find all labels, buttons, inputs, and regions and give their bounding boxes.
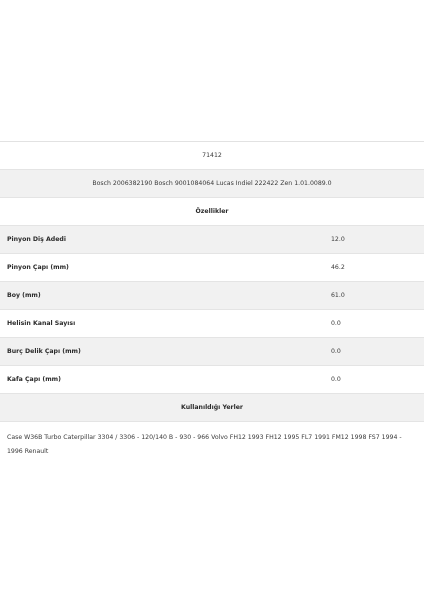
- specs-header-row: [0, 198, 424, 226]
- product-code-row: [0, 142, 424, 170]
- spec-value: 12.0: [331, 236, 345, 243]
- oem-references: Bosch 2006382190 Bosch 9001084064 Lucas Indiel 222422 Zen 1.01.0089.0: [92, 180, 332, 187]
- spec-row-length: [0, 282, 424, 310]
- spec-value: 61.0: [331, 292, 345, 299]
- spec-row-helix-channels: [0, 310, 424, 338]
- spec-value: 0.0: [331, 348, 341, 355]
- spec-label: Helisin Kanal Sayısı: [7, 320, 76, 327]
- spec-label: Burç Delik Çapı (mm): [7, 348, 81, 355]
- spec-label: Pinyon Çapı (mm): [7, 264, 69, 271]
- usage-title: Kullanıldığı Yerler: [181, 404, 243, 411]
- usage-row: [0, 422, 424, 478]
- spec-label: Kafa Çapı (mm): [7, 376, 61, 383]
- spec-value: 46.2: [331, 264, 345, 271]
- spec-value: 0.0: [331, 376, 341, 383]
- product-code: 71412: [202, 152, 222, 159]
- spec-value: 0.0: [331, 320, 341, 327]
- spec-label: Pinyon Diş Adedi: [7, 236, 66, 243]
- spec-row-pinion-diameter: [0, 254, 424, 282]
- specs-title: Özellikler: [195, 208, 229, 215]
- spec-row-head-diameter: [0, 366, 424, 394]
- spec-row-bushing-bore: [0, 338, 424, 366]
- usage-header-row: [0, 394, 424, 422]
- spec-label: Boy (mm): [7, 292, 41, 299]
- product-spec-sheet: [0, 141, 424, 478]
- oem-references-row: [0, 170, 424, 198]
- spec-row-pinion-teeth: [0, 226, 424, 254]
- usage-text: Case W36B Turbo Caterpillar 3304 / 3306 - 120/140 B - 930 - 966 Volvo FH12 1993 FH12 1995 FL7 1991 FM12 1998 FS7 1994 - 1996 Renault: [7, 434, 402, 455]
